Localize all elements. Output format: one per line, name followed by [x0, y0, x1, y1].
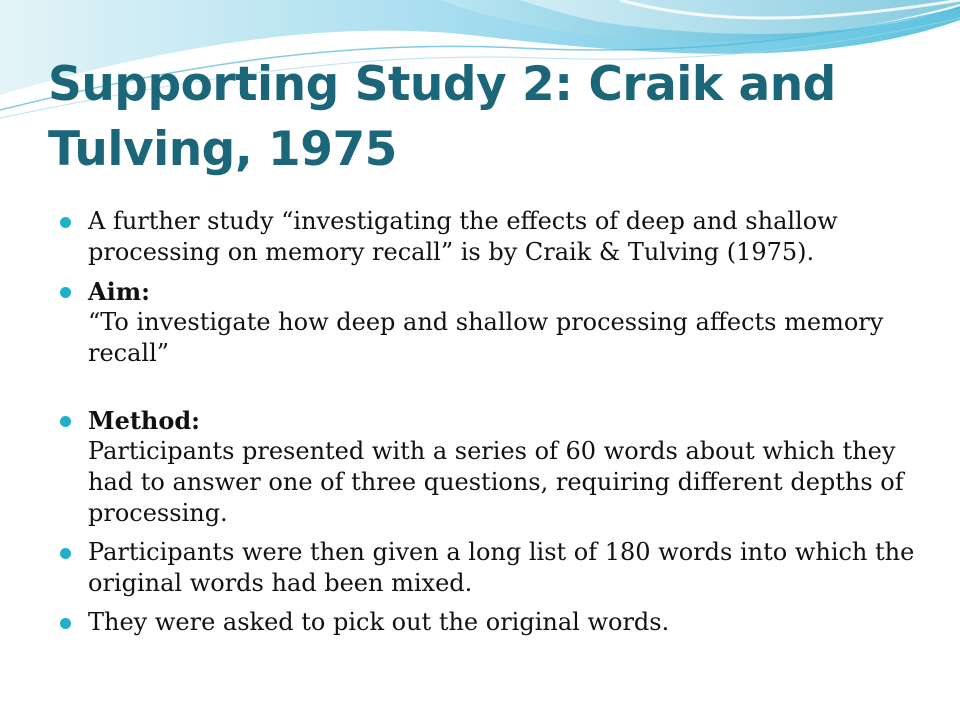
bullet-heading: Aim:: [88, 277, 150, 306]
bullet-item-method: [58, 405, 918, 529]
bullet-dot-icon: [60, 217, 71, 228]
bullet-list: [58, 206, 918, 638]
bullet-text: A further study “investigating the effects of deep and shallow processing on memory recall” is by Craik & Tulving (1975).: [88, 207, 838, 266]
slide-title: Supporting Study 2: Craik and Tulving, 1975: [48, 57, 836, 177]
bullet-item-aim: [58, 276, 918, 369]
bullet-text: Participants were then given a long list of 180 words into which the original words had been mixed.: [88, 538, 915, 597]
bullet-dot-icon: [60, 618, 71, 629]
bullet-dot-icon: [60, 416, 71, 427]
bullet-item-intro: [58, 206, 918, 268]
bullet-item-task: [58, 607, 918, 638]
bullet-dot-icon: [60, 548, 71, 559]
bullet-text: Participants presented with a series of 60 words about which they had to answer one of three questions, requiring different depths of processing.: [88, 437, 904, 527]
bullet-dot-icon: [60, 287, 71, 298]
bullet-text: They were asked to pick out the original words.: [88, 608, 670, 636]
bullet-heading: Method:: [88, 406, 201, 435]
slide-content: [58, 206, 918, 646]
bullet-text: “To investigate how deep and shallow processing affects memory recall”: [88, 308, 884, 367]
bullet-item-list: [58, 537, 918, 599]
